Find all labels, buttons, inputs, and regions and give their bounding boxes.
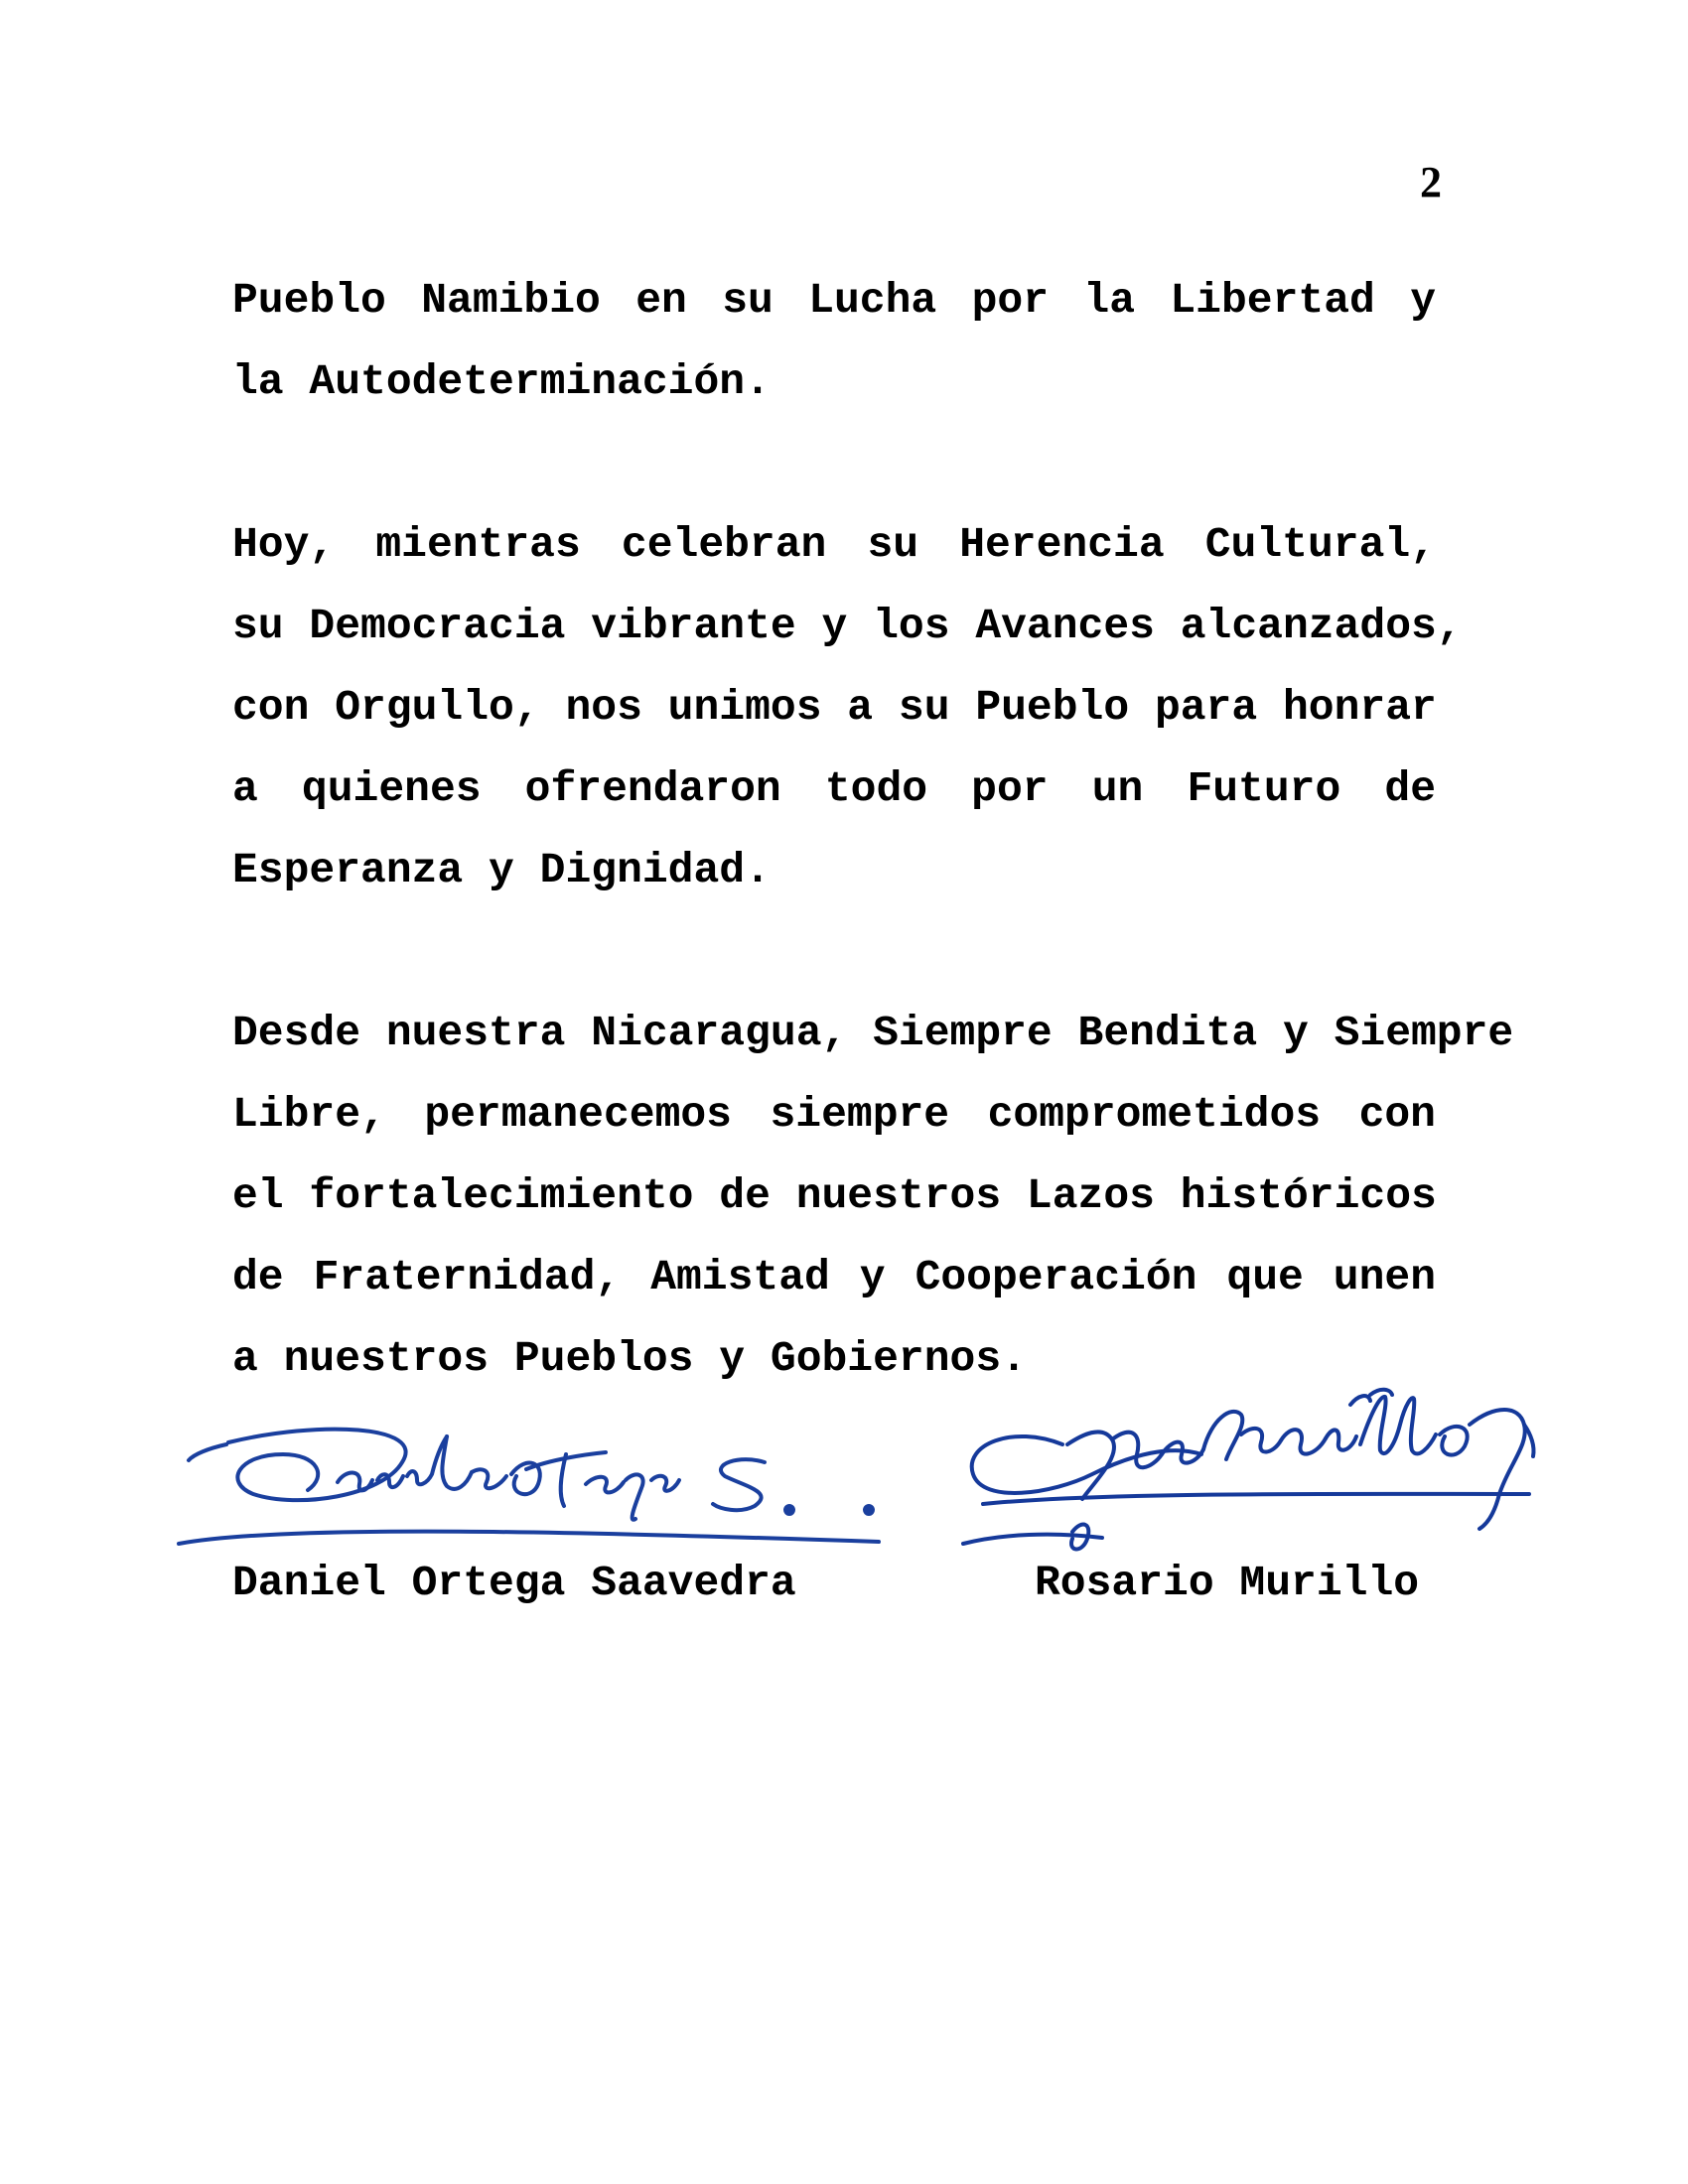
text-line: a quienes ofrendaron todo por un Futuro de (232, 764, 1436, 813)
signatory-name-1: Daniel Ortega Saavedra (232, 1559, 796, 1607)
text-line: Desde nuestra Nicaragua, Siempre Bendita y Siempre (232, 1009, 1514, 1057)
text-line: el fortalecimiento de nuestros Lazos históricos (232, 1171, 1437, 1220)
signature-rosario-murillo (943, 1365, 1539, 1573)
paragraph-2 (232, 504, 1463, 911)
text-line: de Fraternidad, Amistad y Cooperación que unen (232, 1253, 1436, 1301)
text-line: Hoy, mientras celebran su Herencia Cultural, (232, 520, 1436, 569)
page-number: 2 (1420, 158, 1442, 206)
text-line: la Autodeterminación. (232, 357, 771, 406)
text-line: Pueblo Namibio en su Lucha por la Libertad y (232, 276, 1436, 325)
signature-daniel-ortega (169, 1415, 904, 1564)
text-line: con Orgullo, nos unimos a su Pueblo para honrar (232, 683, 1437, 732)
text-line: Esperanza y Dignidad. (232, 846, 771, 894)
text-line: a nuestros Pueblos y Gobiernos. (232, 1334, 1027, 1383)
text-line: su Democracia vibrante y los Avances alcanzados, (232, 602, 1463, 650)
letter-body (232, 260, 1514, 1481)
paragraph-3 (232, 993, 1514, 1400)
signatory-name-2: Rosario Murillo (1035, 1559, 1420, 1607)
text-line: Libre, permanecemos siempre comprometidos con (232, 1090, 1436, 1139)
paragraph-1 (232, 260, 1436, 423)
